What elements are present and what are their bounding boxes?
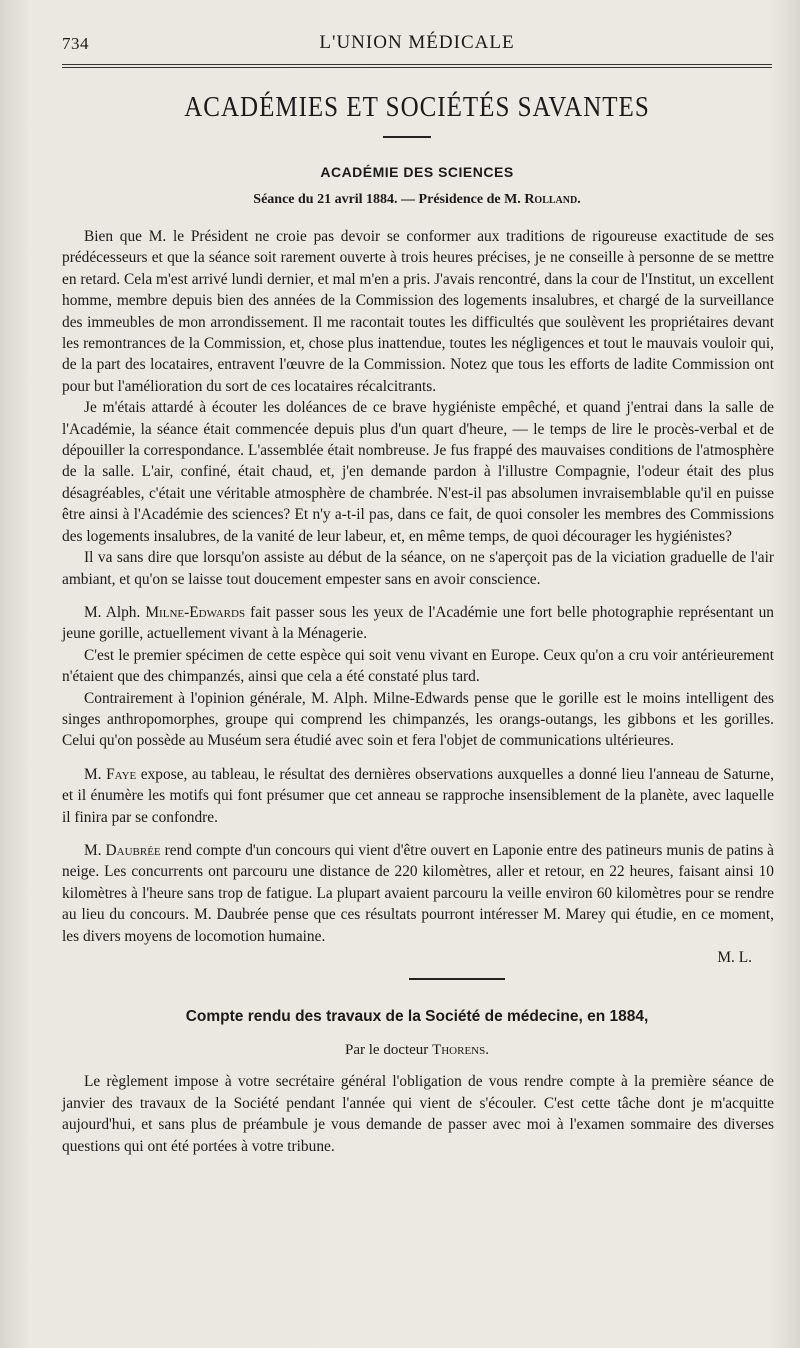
paragraph-gorilla-specimen: C'est le premier spécimen de cette espèce qui soit venu vivant en Europe. Ceux qu'on a cru voir antérieurement n'étaient que des chimpanzés, ainsi que cela a été constaté plus tard. <box>62 646 774 686</box>
header-rule <box>62 64 772 68</box>
daubree-name: Daubrée <box>105 841 161 859</box>
author-suffix: . <box>485 1042 489 1059</box>
faye-text: expose, au tableau, le résultat des dernières observations auxquelles a donné lieu l'anneau de Saturne, et il énumère les motifs qui font présumer que cet anneau se rapproche insensiblement de la planète, avec laquelle il finira par se confondre. <box>62 765 774 826</box>
paragraph-viciation: Il va sans dire que lorsqu'on assiste au début de la séance, on ne s'aperçoit pas de la viciation graduelle de l'air ambiant, et qu'on se laisse tout doucement empester sans en avoir conscience. <box>62 549 774 588</box>
paragraph-report: Le règlement impose à votre secrétaire général l'obligation de vous rendre compte à la première séance de janvier des travaux de la Société pendant l'année qui vient de s'écouler. C'est cette tâche dont je m'acquitte aujourd'hui, et sans plus de préambule je vous demande de passer avec moi à l'examen sommaire des diverses questions qui ont été portées à votre tribune. <box>62 1073 774 1155</box>
report-title: Compte rendu des travaux de la Société de médecine, en 1884, <box>185 1008 649 1026</box>
page-number: 734 <box>62 34 89 53</box>
section-divider <box>383 136 431 138</box>
faye-name: Faye <box>106 765 137 783</box>
session-line <box>62 192 772 208</box>
daubree-text: rend compte d'un concours qui vient d'être ouvert en Laponie entre des patineurs munis de patins à neige. Les concurrents ont parcouru une distance de 220 kilomètres, aller et retour, en 22 heures, faisant ainsi 10 kilomètres à l'heure sans trop de fatigue. La plupart avaient parcouru la veille environ 60 kilomètres pour se rendre au lieu du concours. M. Daubrée pense que ces résultats pourront intéresser M. Marey qui étudie, en ce moment, les divers moyens de locomotion humaine. <box>62 841 774 945</box>
paragraph-gorilla-intelligence: Contrairement à l'opinion générale, M. Alph. Milne-Edwards pense que le gorille est le moins intelligent des singes anthropomorphes, groupe qui comprend les chimpanzés, les orangs-outangs, les gibbons et les gorilles. Celui qu'on possède au Muséum sera étudié avec soin et fera l'objet de communications ultérieures. <box>62 689 774 750</box>
milne-name: Milne-Edwards <box>145 603 246 621</box>
paragraph-daubree <box>62 840 774 947</box>
session-president: Rolland <box>524 192 578 207</box>
author-name: Thorens <box>432 1042 486 1059</box>
paragraph-atmosphere: Je m'étais attardé à écouter les doléances de ce brave hygiéniste empêché, et quand j'entrai dans la salle de l'Académie, la séance était commencée depuis plus d'un quart d'heure, — le temps de lire le procès-verbal et de dépouiller la correspondance. L'assemblée était nombreuse. Je fus frappé des mauvaises conditions de l'atmosphère de la salle. L'air, confiné, était chaud, et, j'en demande pardon à l'illustre Compagnie, l'odeur était des plus désagréables, c'était une véritable atmosphère de chambrée. N'est-il pas absolumen invraisemblable qu'il en puisse être ainsi à l'Académie des sciences? Et n'y a-t-il pas, dans ce fait, de quoi consoler les membres des Commissions des logements insalubres, de la vanité de leur labeur, et, en même temps, de quoi décourager les hygiénistes? <box>62 399 774 545</box>
academy-title: ACADÉMIE DES SCIENCES <box>320 164 514 180</box>
article-body <box>62 226 774 968</box>
paragraph-milne-edwards <box>62 602 774 645</box>
report-body <box>62 1071 774 1157</box>
signature: M. L. <box>717 949 752 966</box>
paragraph-intro: Bien que M. le Président ne croie pas devoir se conformer aux traditions de rigoureuse exactitude de ses prédécesseurs et que la séance soit rarement ouverte à trois heures précises, je ne conseille à personne de se mettre en retard. Cela m'est arrivé lundi dernier, et mal m'en a pris. J'avais rencontré, dans la cour de l'Institut, un excellent homme, membre depuis bien des années de la Commission des logements insalubres, et chargé de la surveillance des immeubles de mon arrondissement. Il me racontait toutes les difficultés que soulèvent les propriétaires devant les remontrances de la Commission, et, chose plus inattendue, toutes les négligences et tout le mauvais vouloir qui, de la part des locataires, entravent l'œuvre de la Commission. Notez que tous les efforts de ladite Commission ont pour but l'amélioration du sort de ces locataires récalcitrants. <box>62 228 774 395</box>
report-author <box>62 1042 772 1059</box>
daubree-prefix: M. <box>84 841 102 859</box>
paragraph-faye <box>62 764 774 828</box>
journal-title: L'UNION MÉDICALE <box>319 32 515 53</box>
author-prefix: Par le docteur <box>345 1042 429 1059</box>
section-title: ACADÉMIES ET SOCIÉTÉS SAVANTES <box>184 91 650 123</box>
report-divider <box>409 978 505 980</box>
session-suffix: . <box>577 192 581 207</box>
faye-prefix: M. <box>84 765 102 783</box>
session-prefix: Séance du 21 avril 1884. — Présidence de M. <box>253 192 521 207</box>
milne-text: fait passer sous les yeux de l'Académie une fort belle photographie représentant un jeune gorille, actuellement vivant à la Ménagerie. <box>62 603 774 643</box>
milne-prefix: M. Alph. <box>84 603 141 621</box>
running-head <box>62 28 772 58</box>
